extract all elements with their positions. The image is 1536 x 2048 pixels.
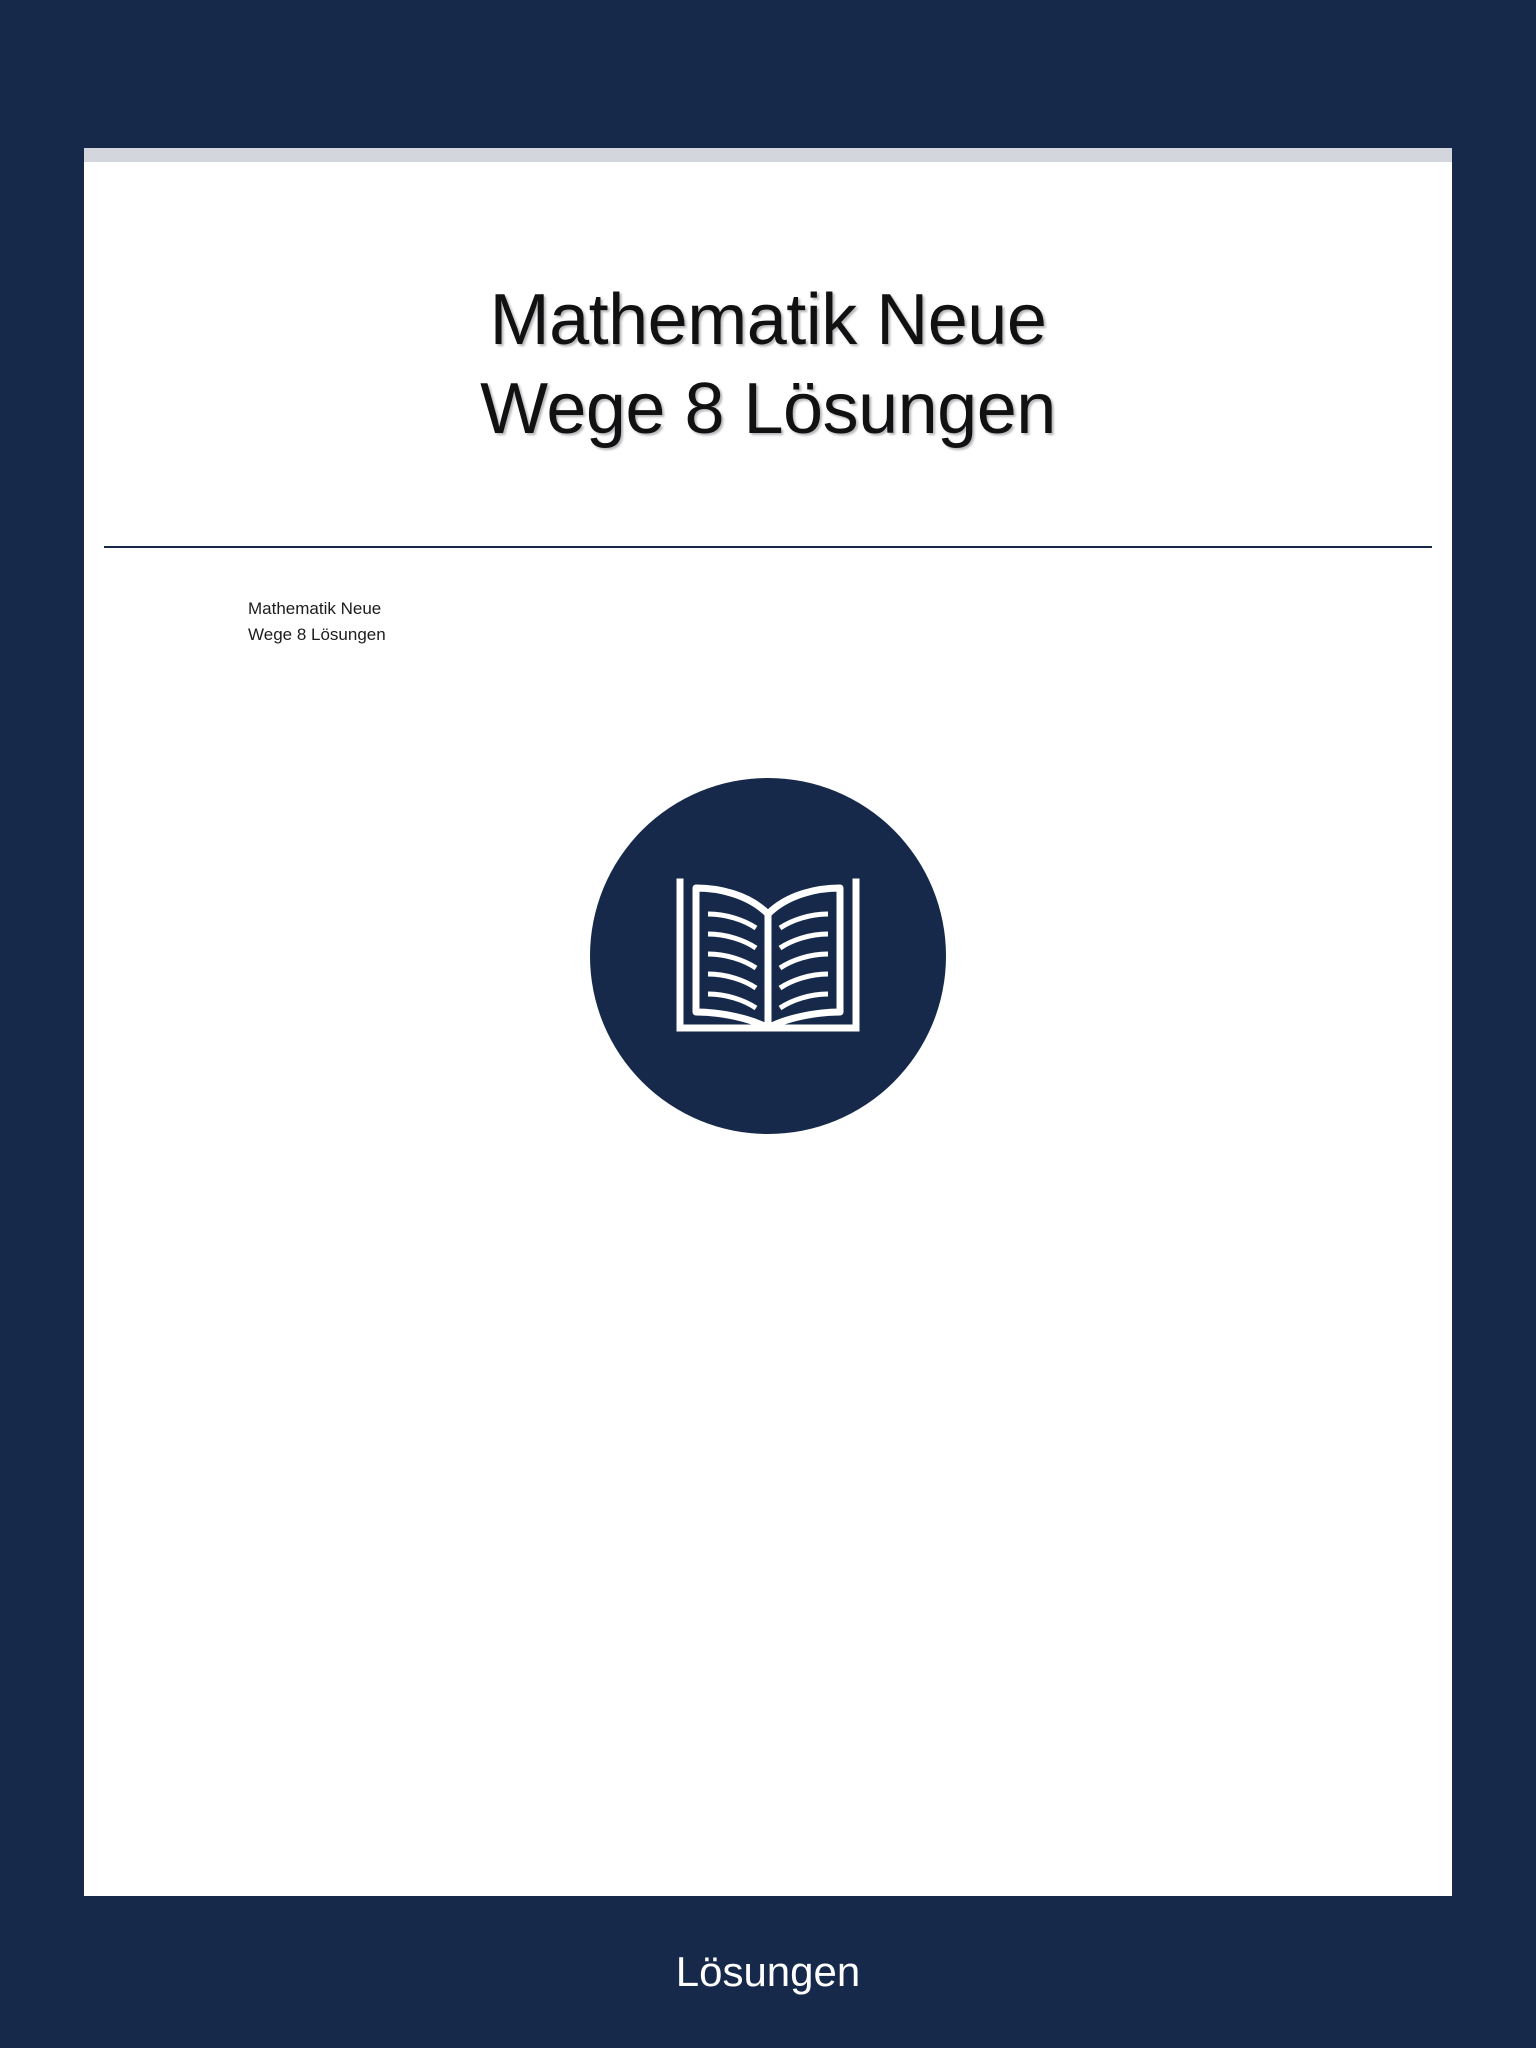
document-meta xyxy=(248,596,386,647)
document-meta-line-2: Wege 8 Lösungen xyxy=(248,624,386,644)
page-top-bar xyxy=(84,148,1452,162)
emblem-circle xyxy=(590,778,946,1134)
page-title-line-2: Wege 8 Lösungen xyxy=(480,369,1056,450)
document-meta-line-1: Mathematik Neue xyxy=(248,599,382,618)
cover-page xyxy=(84,148,1452,1896)
title-block xyxy=(84,276,1452,455)
title-divider xyxy=(104,546,1432,548)
page-title-line-1: Mathematik Neue xyxy=(489,280,1047,360)
open-book-icon xyxy=(670,876,866,1036)
footer-label: Lösungen xyxy=(675,1948,861,1995)
page-footer xyxy=(0,1896,1536,2048)
